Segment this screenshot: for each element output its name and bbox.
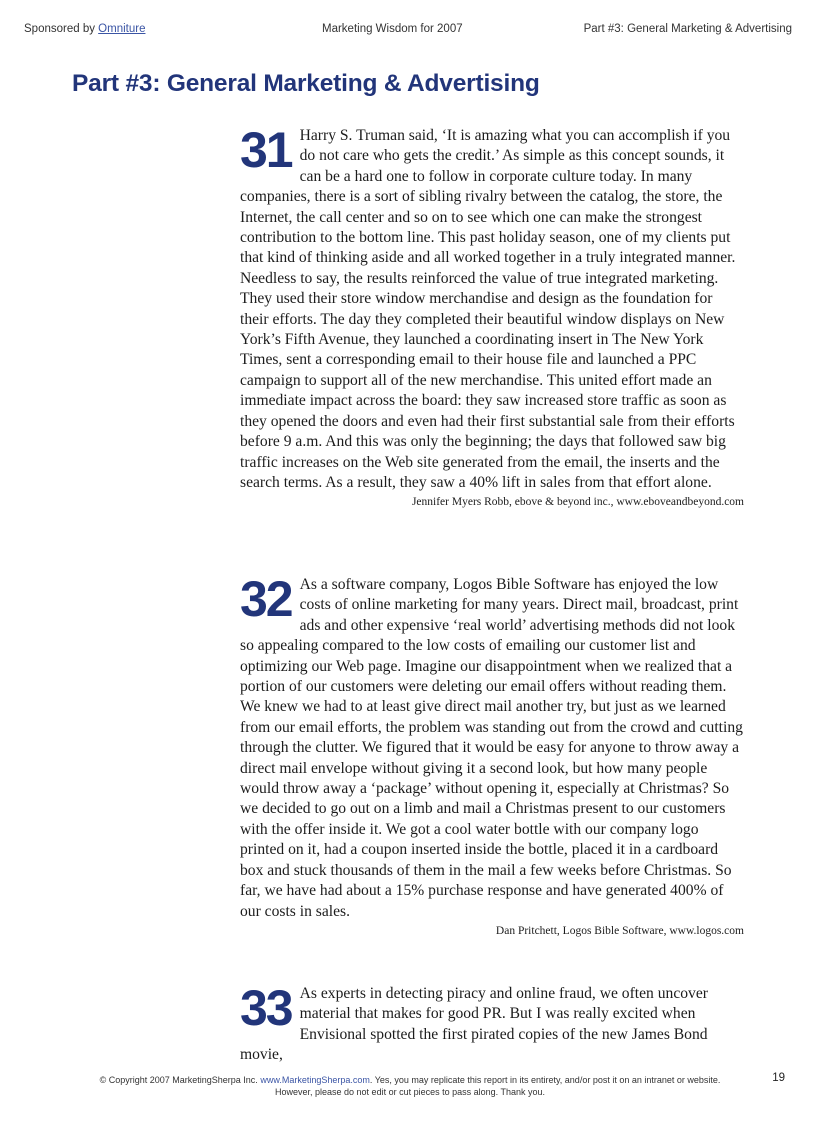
tip-text: As a software company, Logos Bible Software has enjoyed the low costs of online marketing for many years. Direct mail, broadcast, print ads and other expensive ‘real world’ advertising methods did not look so appealing compared to the low costs of emailing our customer list and optimizing our Web page. Imagine our disappointment when we realized that a portion of our customers were deleting our email offers without reading them. We knew we had to at least give direct mail another try, but just as we learned from our email efforts, the problem was standing out from the crowd and cutting through the clutter. We figured that it would be easy for anyone to throw away a direct mail envelope without giving it a second look, but how many people would throw away a ‘package’ without opening it, especially at Christmas? So we decided to go out on a limb and mail a Christmas present to our customers with the offer inside it. We got a cool water bottle with our company logo printed on it, had a coupon inserted inside the bottle, placed it in a cardboard box and stuck thousands of them in the mail a few weeks before Christmas. So far, we have had about a 15% purchase response and have generated 400% of our costs in sales. bbox=[240, 576, 743, 920]
sponsor-link[interactable]: Omniture bbox=[98, 23, 146, 35]
tip-entry-33 bbox=[240, 980, 744, 1066]
footer-copyright bbox=[70, 1074, 750, 1098]
tip-attribution: Dan Pritchett, Logos Bible Software, www.logos.com bbox=[495, 924, 744, 937]
page-title: Part #3: General Marketing & Advertising bbox=[72, 70, 540, 97]
header-center-title: Marketing Wisdom for 2007 bbox=[322, 23, 463, 35]
tip-number: 32 bbox=[240, 571, 292, 627]
footer-line-1 bbox=[70, 1074, 750, 1086]
footer-site-link[interactable]: www.MarketingSherpa.com bbox=[260, 1075, 370, 1085]
copyright-text: © Copyright 2007 MarketingSherpa Inc. bbox=[99, 1075, 258, 1085]
header-sponsor bbox=[24, 23, 145, 35]
tip-attribution: Jennifer Myers Robb, ebove & beyond inc., www.eboveandbeyond.com bbox=[411, 496, 744, 509]
footer-permission-text: . Yes, you may replicate this report in its entirety, and/or post it on an intranet or website. bbox=[369, 1075, 721, 1085]
tip-number: 33 bbox=[240, 980, 292, 1036]
footer-line-2: However, please do not edit or cut pieces to pass along. Thank you. bbox=[275, 1087, 545, 1097]
page-number: 19 bbox=[772, 1072, 785, 1084]
header-section-title: Part #3: General Marketing & Advertising bbox=[583, 23, 792, 35]
tip-text: As experts in detecting piracy and online fraud, we often uncover material that makes for good PR. But I was really excited when Envisional spotted the first pirated copies of the new James Bond movie, bbox=[240, 985, 708, 1064]
sponsor-prefix: Sponsored by bbox=[24, 23, 95, 35]
tip-number: 31 bbox=[240, 122, 292, 178]
tip-text: Harry S. Truman said, ‘It is amazing what you can accomplish if you do not care who gets the credit.’ As simple as this concept sounds, it can be a hard one to follow in corporate culture today. In many companies, there is a sort of sibling rivalry between the catalog, the store, the Internet, the call center and so on to see which one can make the strongest contribution to the bottom line. This past holiday season, one of my clients put that kind of thinking aside and all worked together in a truly integrated manner. Needless to say, the results reinforced the value of true integrated marketing. They used their store window merchandise and design as the foundation for their efforts. The day they completed their beautiful window displays on New York’s Fifth Avenue, they launched a coordinating insert in The New York Times, sent a corresponding email to their house file and launched a PPC campaign to support all of the new merchandise. This united effort made an immediate impact across the board: they saw increased store traffic as soon as they opened the doors and even had their first substantial sale from their efforts before 9 a.m. And this was only the beginning; the days that followed saw big traffic increases on the Web site generated from the email, the inserts and the search terms. As a result, they saw a 40% lift in sales from that effort alone. bbox=[240, 127, 736, 491]
tip-entry-31 bbox=[240, 122, 744, 510]
tip-entry-32 bbox=[240, 571, 744, 939]
